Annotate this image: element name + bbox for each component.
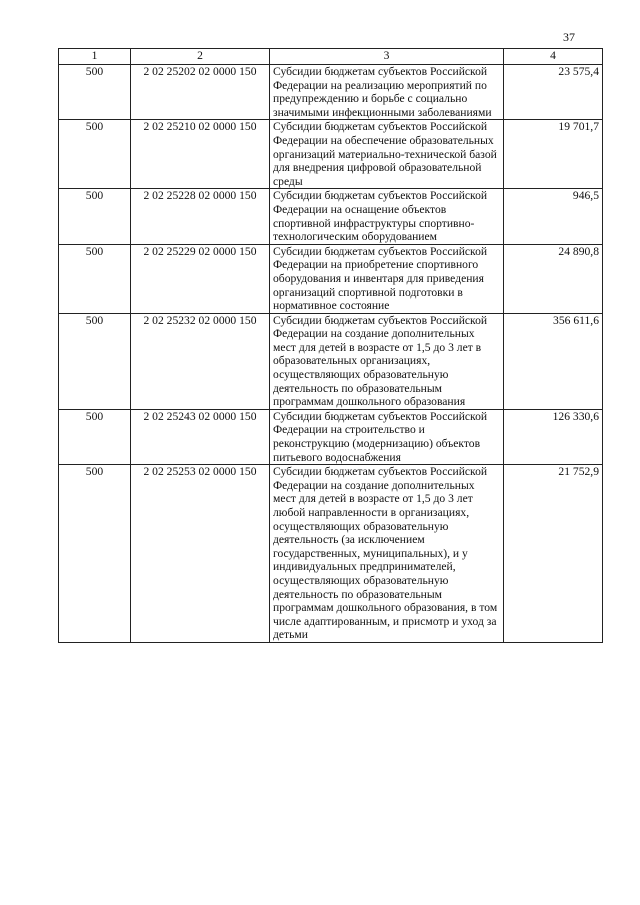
table-row: [59, 189, 603, 244]
column-header-1: 1: [59, 49, 131, 65]
revenue-name-cell: Субсидии бюджетам субъектов Российской Федерации на обеспечение образовательных организаций материально-технической базой для внедрения цифровой образовательной среды: [270, 120, 504, 189]
column-header-4: 4: [504, 49, 603, 65]
amount-cell: 19 701,7: [504, 120, 603, 189]
revenue-name-cell: Субсидии бюджетам субъектов Российской Федерации на создание дополнительных мест для детей в возрасте от 1,5 до 3 лет в образовательных организациях, осуществляющих образовательную деятельность по образовательным программам дошкольного образования: [270, 313, 504, 409]
budget-classification-code-cell: 2 02 25232 02 0000 150: [131, 313, 270, 409]
amount-cell: 946,5: [504, 189, 603, 244]
table-header-row: [59, 49, 603, 65]
admin-code-cell: 500: [59, 409, 131, 464]
table-row: [59, 120, 603, 189]
amount-cell: 126 330,6: [504, 409, 603, 464]
admin-code-cell: 500: [59, 313, 131, 409]
amount-cell: 23 575,4: [504, 65, 603, 120]
budget-classification-code-cell: 2 02 25202 02 0000 150: [131, 65, 270, 120]
page-number: 37: [563, 30, 575, 44]
revenue-name-cell: Субсидии бюджетам субъектов Российской Федерации на создание дополнительных мест для детей в возрасте от 1,5 до 3 лет любой направленности в организациях, осуществляющих образовательную деятельность (за исключением государственных, муниципальных), и у индивидуальных предпринимателей, осуществляющих образовательную деятельность по образовательным программам дошкольного образования, в том числе адаптированным, и присмотр и уход за детьми: [270, 465, 504, 643]
budget-classification-code-cell: 2 02 25243 02 0000 150: [131, 409, 270, 464]
amount-cell: 24 890,8: [504, 244, 603, 313]
budget-classification-code-cell: 2 02 25229 02 0000 150: [131, 244, 270, 313]
table-row: [59, 409, 603, 464]
column-header-2: 2: [131, 49, 270, 65]
admin-code-cell: 500: [59, 65, 131, 120]
budget-classification-code-cell: 2 02 25228 02 0000 150: [131, 189, 270, 244]
revenue-name-cell: Субсидии бюджетам субъектов Российской Федерации на приобретение спортивного оборудования и инвентаря для приведения организаций спортивной подготовки в нормативное состояние: [270, 244, 504, 313]
revenue-name-cell: Субсидии бюджетам субъектов Российской Федерации на оснащение объектов спортивной инфраструктуры спортивно-технологическим оборудованием: [270, 189, 504, 244]
admin-code-cell: 500: [59, 120, 131, 189]
amount-cell: 21 752,9: [504, 465, 603, 643]
admin-code-cell: 500: [59, 465, 131, 643]
table-row: [59, 313, 603, 409]
budget-classification-code-cell: 2 02 25253 02 0000 150: [131, 465, 270, 643]
table-row: [59, 465, 603, 643]
table-row: [59, 244, 603, 313]
revenue-name-cell: Субсидии бюджетам субъектов Российской Федерации на строительство и реконструкцию (модернизацию) объектов питьевого водоснабжения: [270, 409, 504, 464]
budget-classification-code-cell: 2 02 25210 02 0000 150: [131, 120, 270, 189]
revenue-name-cell: Субсидии бюджетам субъектов Российской Федерации на реализацию мероприятий по предупреждению и борьбе с социально значимыми инфекционными заболеваниями: [270, 65, 504, 120]
admin-code-cell: 500: [59, 244, 131, 313]
admin-code-cell: 500: [59, 189, 131, 244]
budget-table: [58, 48, 603, 643]
amount-cell: 356 611,6: [504, 313, 603, 409]
table-row: [59, 65, 603, 120]
column-header-3: 3: [270, 49, 504, 65]
